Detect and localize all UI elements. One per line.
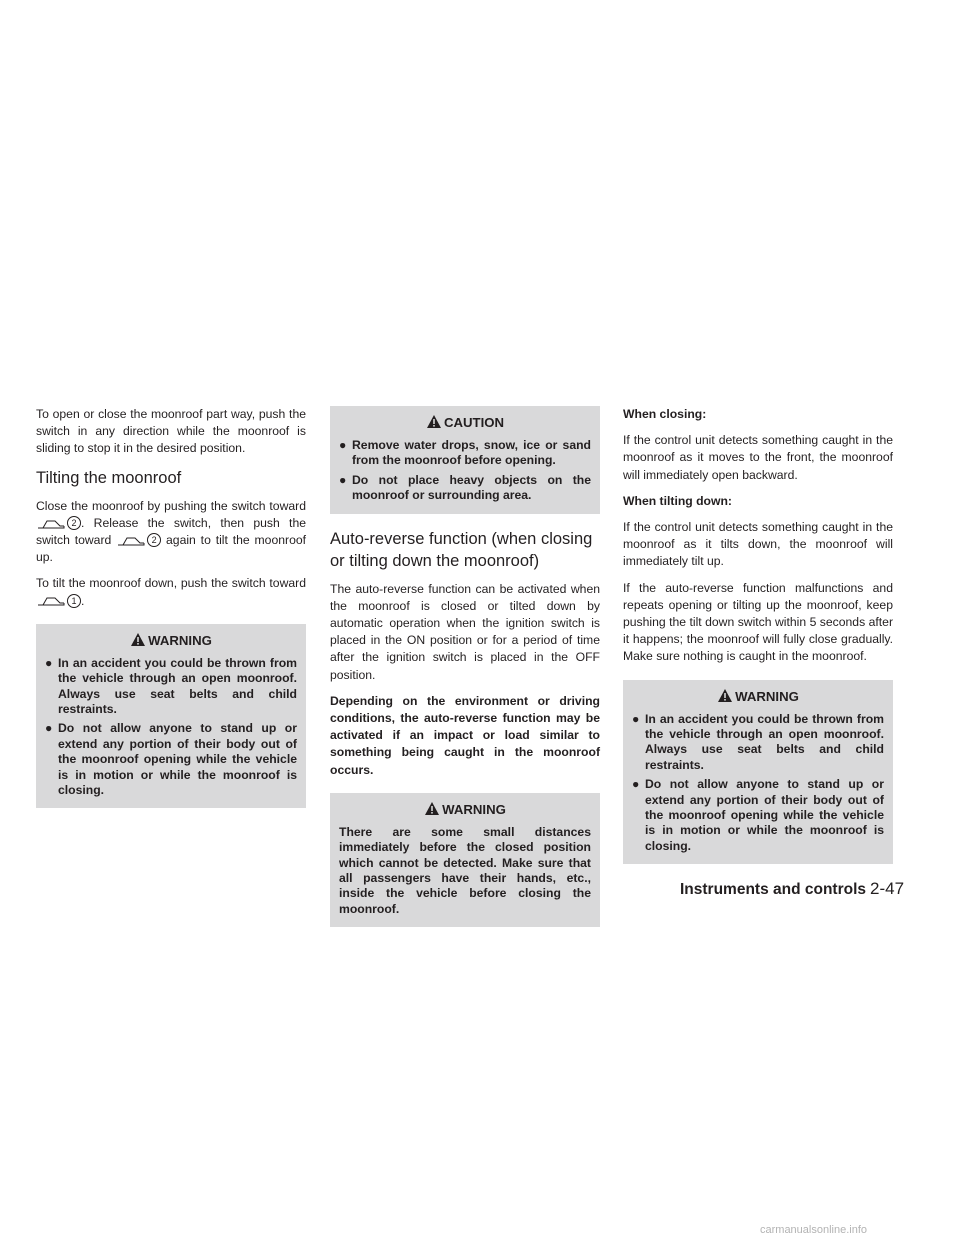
warning-item — [45, 656, 297, 718]
moonroof-switch-symbol-icon — [36, 517, 66, 531]
bullet: ● — [339, 472, 347, 487]
malfunction-text: If the auto-reverse function malfunctions and repeats opening or tilting up the moonroof, keep pushing the tilt down switch within 5 seconds after it happens; the moonroof will fully close gradually. Make sure nothing is caught in the moonroof. — [623, 580, 893, 664]
intro-paragraph: To open or close the moonroof part way, push the switch in any direction while the moonroof is sliding to stop it in the desired position. — [36, 407, 306, 456]
tilt-paragraph-2 — [36, 575, 306, 609]
heading-tilting-moonroof: Tilting the moonroof — [36, 468, 182, 487]
warning-box — [330, 793, 600, 927]
bullet: ● — [45, 721, 53, 736]
warning-triangle-icon — [717, 688, 733, 703]
warning-title: WARNING — [735, 688, 799, 704]
caution-item-text: Do not place heavy objects on the moonroof or surrounding area. — [352, 472, 591, 503]
warning-triangle-icon — [130, 632, 146, 647]
callout-number: 2 — [147, 533, 161, 547]
column-3 — [623, 406, 893, 878]
caution-title: CAUTION — [443, 415, 505, 430]
caution-box — [330, 406, 600, 514]
callout-number: 2 — [67, 516, 81, 530]
caution-item — [339, 473, 591, 504]
warning-triangle-icon — [426, 414, 442, 429]
bullet: ● — [632, 777, 640, 792]
watermark: carmanualsonline.info — [760, 1224, 868, 1236]
tilt-p1-text-a: Close the moonroof by pushing the switch toward — [36, 498, 306, 513]
warning-item-text: In an accident you could be thrown from the vehicle through an open moonroof. Always use seat belts and child restraints. — [645, 711, 884, 772]
tilt-p1-text-b: . Release the switch, then push the switch toward — [36, 515, 306, 548]
caution-item — [339, 438, 591, 469]
warning-item — [632, 777, 884, 854]
caution-heading — [339, 412, 591, 434]
tilt-p1-text-c: again to tilt the moonroof up. — [36, 533, 307, 565]
column-1 — [36, 406, 306, 822]
when-closing-label: When closing: — [623, 407, 707, 421]
bullet: ● — [632, 711, 640, 726]
bullet: ● — [45, 655, 53, 670]
when-closing-text: If the control unit detects something caught in the moonroof as it moves to the front, the moonroof will immediately open backward. — [623, 433, 893, 482]
tilt-paragraph-1 — [36, 498, 306, 567]
tilt-p2-text-b: . — [81, 593, 85, 608]
warning-title: WARNING — [148, 632, 212, 648]
warning-text: There are some small distances immediately before the closed position which cannot be detected. Make sure that all passengers have their hands, etc., inside the vehicle before closing the moonroof. — [339, 824, 591, 916]
footer-section-title: Instruments and controls — [680, 881, 867, 898]
callout-number: 1 — [67, 594, 81, 608]
auto-reverse-paragraph: The auto-reverse function can be activated when the moonroof is closed or tilted down by automatic operation when the ignition switch is placed in the ON position or for a period of time after the ignition switch is placed in the OFF position. — [330, 581, 600, 682]
warning-item-text: Do not allow anyone to stand up or extend any portion of their body out of the moonroof opening while the vehicle is in motion or while the moonroof is closing. — [58, 721, 297, 798]
warning-item-text: Do not allow anyone to stand up or extend any portion of their body out of the moonroof opening while the vehicle is in motion or while the moonroof is closing. — [645, 777, 884, 853]
warning-list — [45, 656, 297, 799]
warning-triangle-icon — [424, 801, 440, 816]
moonroof-switch-symbol-icon — [116, 534, 146, 548]
when-tilting-text: If the control unit detects something caught in the moonroof as it tilts down, the moonroof will immediately tilt up. — [623, 520, 893, 569]
warning-heading — [632, 686, 884, 708]
tilt-p2-text-a: To tilt the moonroof down, push the switch toward — [36, 576, 306, 591]
warning-heading — [45, 630, 297, 652]
warning-heading — [339, 799, 591, 821]
warning-list — [632, 712, 884, 855]
page-number: 2-47 — [870, 879, 905, 898]
warning-box — [36, 624, 306, 809]
warning-item — [45, 721, 297, 798]
warning-item — [632, 712, 884, 774]
warning-box — [623, 680, 893, 865]
when-tilting-label: When tilting down: — [623, 493, 732, 508]
caution-list — [339, 438, 591, 504]
page-footer — [680, 879, 905, 899]
caution-item-text: Remove water drops, snow, ice or sand from the moonroof before opening. — [352, 438, 591, 468]
moonroof-switch-symbol-icon — [36, 594, 66, 608]
warning-item-text: In an accident you could be thrown from the vehicle through an open moonroof. Always use seat belts and child restraints. — [58, 655, 297, 717]
heading-auto-reverse: Auto-reverse function (when closing or tilting down the moonroof) — [330, 529, 593, 570]
auto-reverse-note: Depending on the environment or driving conditions, the auto-reverse function may be activated if an impact or load similar to something being caught in the moonroof occurs. — [330, 693, 600, 777]
bullet: ● — [339, 438, 347, 452]
warning-title: WARNING — [442, 801, 506, 817]
column-2 — [330, 406, 600, 941]
